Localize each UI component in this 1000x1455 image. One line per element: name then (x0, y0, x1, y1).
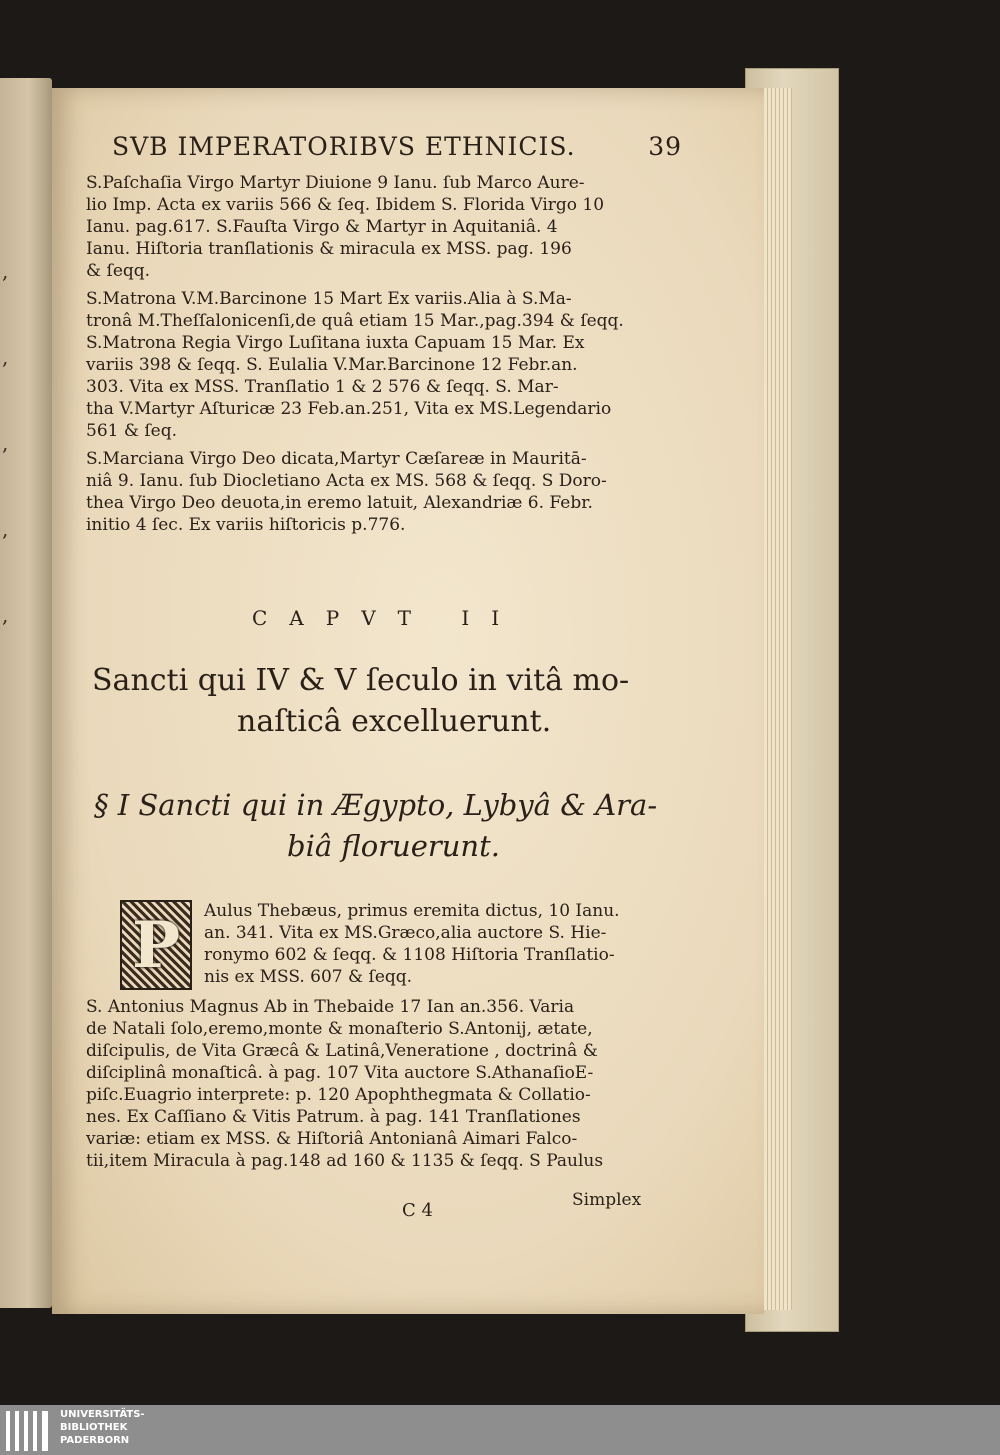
text-line: S.Matrona Regia Virgo Luſitana iuxta Capuam 15 Mar. Ex (86, 333, 585, 353)
text-line: 561 & ſeq. (86, 421, 178, 441)
text-line: tha V.Martyr Aſturicæ 23 Feb.an.251, Vita ex MS.Legendario (86, 399, 612, 419)
chapter-heading: CAPVT II (252, 606, 522, 630)
section-title-line-1: § I Sancti qui in Ægypto, Lybyâ & Ara- (94, 788, 658, 822)
book-page (52, 88, 764, 1314)
text-line: S.Marciana Virgo Deo dicata,Martyr Cæſareæ in Mauritā- (86, 449, 587, 469)
signature-mark: C 4 (402, 1200, 433, 1221)
text-line: variæ: etiam ex MSS. & Hiſtoriâ Antonianâ Aimari Falco- (86, 1129, 578, 1149)
logo-line: BIBLIOTHEK (60, 1422, 128, 1433)
text-line: tronâ M.Theſſalonicenſi,de quâ etiam 15 Mar.,pag.394 & ſeqq. (86, 311, 624, 331)
running-title: SVB IMPERATORIBVS ETHNICIS. (112, 132, 576, 161)
text-line: S.Matrona V.M.Barcinone 15 Mart Ex variis.Alia à S.Ma- (86, 289, 572, 309)
text-line: piſc.Euagrio interprete: p. 120 Apophthegmata & Collatio- (86, 1085, 591, 1105)
text-line: Ianu. pag.617. S.Fauſta Virgo & Martyr in Aquitaniâ. 4 (86, 217, 558, 237)
text-line: diſciplinâ monaſticâ. à pag. 107 Vita auctore S.AthanaſioE- (86, 1063, 594, 1083)
text-line: thea Virgo Deo deuota,in eremo latuit, Alexandriæ 6. Febr. (86, 493, 593, 513)
text-line: initio 4 ſec. Ex variis hiſtoricis p.776. (86, 515, 406, 535)
initial-letter: P (131, 907, 181, 983)
text-line: an. 341. Vita ex MS.Græco,alia auctore S. Hie- (204, 923, 607, 943)
text-line: Aulus Thebæus, primus eremita dictus, 10 Ianu. (204, 901, 620, 921)
logo-line: PADERBORN (60, 1435, 130, 1446)
decorated-initial (120, 900, 192, 990)
text-line: & ſeqq. (86, 261, 151, 281)
catchword: Simplex (572, 1190, 642, 1210)
text-line: S. Antonius Magnus Ab in Thebaide 17 Ian an.356. Varia (86, 997, 575, 1017)
text-line: variis 398 & ſeqq. S. Eulalia V.Mar.Barcinone 12 Febr.an. (86, 355, 578, 375)
logo-line: UNIVERSITÄTS- (60, 1409, 145, 1420)
page-number: 39 (648, 132, 682, 161)
text-line: nis ex MSS. 607 & ſeqq. (204, 967, 413, 987)
text-line: 303. Vita ex MSS. Tranſlatio 1 & 2 576 & ſeqq. S. Mar- (86, 377, 559, 397)
text-line: ronymo 602 & ſeqq. & 1108 Hiſtoria Tranſlatio- (204, 945, 615, 965)
chapter-title-line-1: Sancti qui IV & V ſeculo in vitâ mo- (92, 663, 630, 698)
text-line: diſcipulis, de Vita Græcâ & Latinâ,Veneratione , doctrinâ & (86, 1041, 598, 1061)
chapter-title-line-2: naſticâ excelluerunt. (237, 704, 552, 739)
text-line: S.Paſchaſia Virgo Martyr Diuione 9 Ianu. ſub Marco Aure- (86, 173, 585, 193)
library-logo-icon (6, 1411, 54, 1451)
text-line: niâ 9. Ianu. ſub Diocletiano Acta ex MS. 568 & ſeqq. S Doro- (86, 471, 607, 491)
library-footer (0, 1405, 1000, 1455)
left-page-edge (0, 78, 52, 1308)
text-line: de Natali ſolo,eremo,monte & monaſterio S.Antonij, ætate, (86, 1019, 593, 1039)
library-logo-text (60, 1408, 145, 1447)
running-header (112, 132, 682, 161)
left-page-marks: , , , , , (2, 259, 9, 627)
text-line: lio Imp. Acta ex variis 566 & ſeq. Ibidem S. Florida Virgo 10 (86, 195, 605, 215)
text-line: nes. Ex Caſſiano & Vitis Patrum. à pag. 141 Tranſlationes (86, 1107, 581, 1127)
text-line: Ianu. Hiſtoria tranſlationis & miracula ex MSS. pag. 196 (86, 239, 572, 259)
text-line: tii,item Miracula à pag.148 ad 160 & 1135 & ſeqq. S Paulus (86, 1151, 604, 1171)
section-title-line-2: biâ floruerunt. (287, 829, 500, 863)
